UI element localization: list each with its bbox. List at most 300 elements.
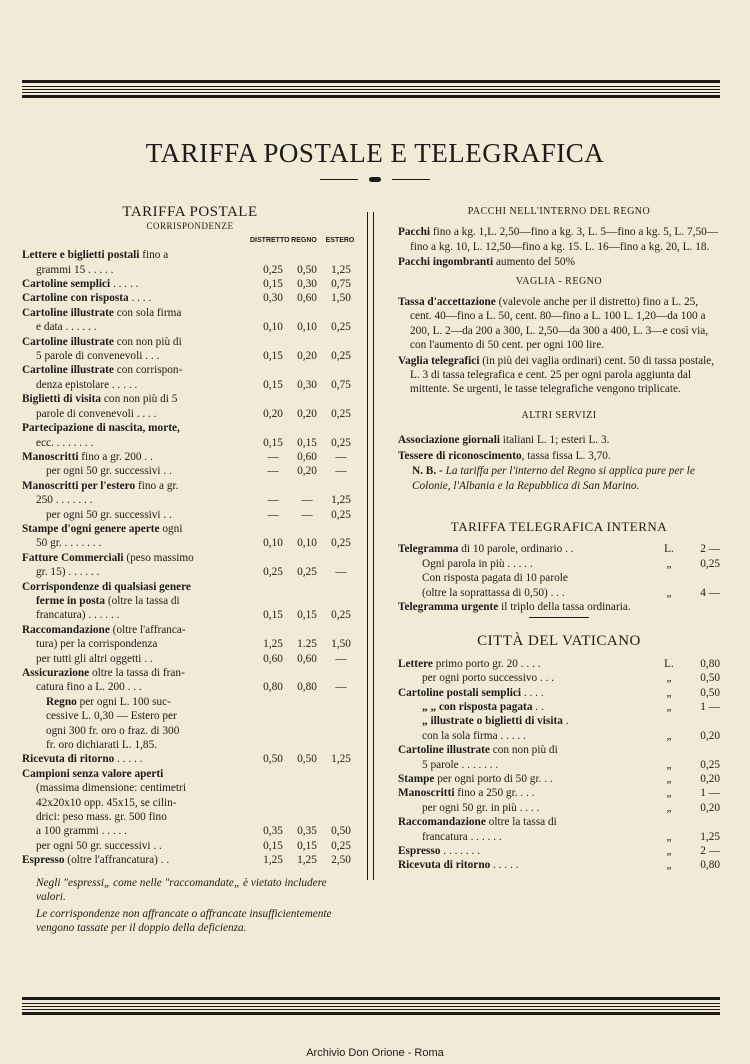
- rate-text: denza epistolare . . . . .: [36, 378, 138, 391]
- rate-text: il triplo della tassa ordinaria.: [498, 600, 631, 613]
- rate-estero: 0,25: [331, 508, 351, 521]
- rate-label: Manoscritti: [398, 787, 455, 800]
- rate-distretto: 0,80: [263, 681, 283, 694]
- rate-value: 0,80: [700, 657, 720, 670]
- rate-row: [398, 815, 720, 829]
- rate-row: [398, 844, 720, 858]
- rate-description: [22, 349, 256, 363]
- rate-description: [22, 479, 256, 493]
- rate-estero: 0,50: [331, 825, 351, 838]
- rate-currency: „: [666, 686, 672, 699]
- rate-row: [398, 743, 720, 757]
- rate-description: [22, 263, 256, 277]
- rate-text: e data . . . . . .: [36, 321, 97, 334]
- rate-text: a 100 grammi . . . . .: [36, 825, 127, 838]
- rate-description: [22, 580, 256, 594]
- note-insufficient-postage: Le corrispondenze non affrancate o affrancate insufficientemente vengono tassate per il doppio della deficienza.: [36, 907, 332, 934]
- rate-text: (oltre la tassa di: [105, 594, 180, 607]
- rate-text: con corrispon-: [113, 364, 183, 377]
- rate-row: [22, 796, 358, 810]
- rate-description: [398, 729, 658, 743]
- rate-currency: „: [666, 830, 672, 843]
- rate-estero: 1,25: [331, 753, 351, 766]
- rate-description: [398, 844, 658, 858]
- rate-text: primo porto gr. 20 . . . .: [432, 657, 541, 670]
- rate-description: [22, 796, 256, 810]
- rate-estero: —: [335, 465, 347, 478]
- rate-value: 0,20: [700, 729, 720, 742]
- rate-row: [22, 363, 358, 377]
- pacchi-paragraph: Pacchi fino a kg. 1,L. 2,50—fino a kg. 3, L. 5—fino a kg. 5, L. 7,50—fino a kg. 10, L. 12,50—fino a kg. 15. L. 16—fino a kg. 20, L. 18.: [398, 226, 719, 253]
- rate-estero: 0,25: [331, 321, 351, 334]
- rate-regno: 0,60: [297, 292, 317, 305]
- rate-text: Ogni parola in più . . . . .: [422, 557, 533, 570]
- rate-row: [398, 657, 720, 671]
- rate-currency: „: [666, 801, 672, 814]
- rate-distretto: 0,15: [263, 378, 283, 391]
- rate-value: 1 —: [700, 700, 720, 713]
- rate-description: [398, 671, 658, 685]
- vaglia-tassa-paragraph: Tassa d'accettazione (valevole anche per il distretto) fino a L. 25, cent. 40—fino a L. 50, cent. 80—fino a L. 100 L. 1,20—da 100 a 200, L. 2—da 200 a 300, L. 2,50—da 300 a 400, L. 3—e così via, con l'aumento di 50 cent. per ogni 100 lire.: [398, 296, 709, 352]
- rate-text: . . . . .: [110, 278, 139, 291]
- rate-text: per ogni 50 gr. in più . . . .: [422, 801, 540, 814]
- rate-distretto: —: [267, 450, 279, 463]
- rate-label: Lettere: [398, 657, 433, 670]
- rate-estero: —: [335, 652, 347, 665]
- rate-description: [22, 810, 256, 824]
- rate-row: [22, 853, 358, 867]
- rate-text: per ogni 50 gr. successivi . .: [46, 465, 172, 478]
- rate-description: [22, 724, 256, 738]
- rate-description: [22, 637, 256, 651]
- rate-regno: 0,20: [297, 350, 317, 363]
- telegraph-rates-table: [398, 542, 720, 614]
- rate-row: [22, 738, 358, 752]
- rate-row: [22, 709, 358, 723]
- rate-text: (peso massimo: [123, 551, 194, 564]
- rate-text: drici: peso mass. gr. 500 fino: [36, 811, 167, 824]
- archive-footer: Archivio Don Orione - Roma: [306, 1047, 444, 1059]
- rate-value: 0,20: [700, 801, 720, 814]
- rate-description: [398, 542, 658, 556]
- rate-regno: 0,80: [297, 681, 317, 694]
- rate-row: [22, 810, 358, 824]
- rate-row: [22, 522, 358, 536]
- rate-row: [398, 700, 720, 714]
- rate-row: [22, 320, 358, 334]
- rate-value: 0,25: [700, 557, 720, 570]
- rate-text: 250 . . . . . . .: [36, 494, 93, 507]
- rate-text: con la sola firma . . . . .: [422, 729, 526, 742]
- rate-row: [22, 724, 358, 738]
- rate-row: [398, 830, 720, 844]
- postal-rates-table: [22, 248, 358, 867]
- rate-label: Corrispondenze di qualsiasi genere: [22, 580, 191, 593]
- column-headers: [22, 234, 358, 248]
- rate-text: per ogni 50 gr. successivi . .: [46, 508, 172, 521]
- vaglia-title: VAGLIA - REGNO: [515, 275, 603, 287]
- rate-distretto: —: [267, 508, 279, 521]
- rate-regno: —: [301, 508, 313, 521]
- rate-text: con sola firma: [113, 306, 182, 319]
- column-divider: [367, 212, 374, 880]
- rate-description: [22, 853, 256, 867]
- rate-label: Ricevuta di ritorno: [398, 859, 491, 872]
- rate-description: [22, 565, 256, 579]
- correspondence-subtitle: CORRISPONDENZE: [146, 221, 234, 232]
- rate-label: Cartoline illustrate: [22, 335, 114, 348]
- rate-row: [22, 421, 358, 435]
- rate-row: [22, 291, 358, 305]
- header-distretto: DISTRETTO: [250, 236, 290, 244]
- page-title: TARIFFA POSTALE E TELEGRAFICA: [145, 138, 605, 168]
- rate-description: [22, 450, 256, 464]
- rate-distretto: 0,15: [263, 436, 283, 449]
- rate-estero: 1,50: [331, 292, 351, 305]
- rate-row: [22, 407, 358, 421]
- rate-distretto: 0,15: [263, 350, 283, 363]
- rate-value: 2 —: [700, 543, 720, 556]
- rate-label: Stampe d'ogni genere aperte: [22, 522, 160, 535]
- rate-description: [22, 752, 256, 766]
- rate-regno: 0,30: [297, 378, 317, 391]
- rate-row: [22, 493, 358, 507]
- rate-estero: 1,50: [331, 638, 351, 651]
- rate-regno: 0,30: [297, 278, 317, 291]
- rate-regno: —: [301, 494, 313, 507]
- rate-row: [22, 508, 358, 522]
- rate-description: [398, 557, 658, 571]
- vatican-rates-table: [398, 657, 720, 873]
- rate-value: 4 —: [700, 586, 720, 599]
- rate-description: [398, 700, 658, 714]
- rate-row: [22, 436, 358, 450]
- rate-description: [22, 594, 256, 608]
- rate-text: . .: [532, 700, 544, 713]
- rate-label: Partecipazione di nascita, morte,: [22, 422, 180, 435]
- rate-distretto: 0,35: [263, 825, 283, 838]
- rate-row: [22, 608, 358, 622]
- rate-text: con non più di: [489, 744, 558, 757]
- rate-row: [22, 277, 358, 291]
- rate-label: Regno: [46, 695, 77, 708]
- rate-distretto: 0,25: [263, 263, 283, 276]
- rate-label: Telegramma urgente: [398, 600, 499, 613]
- rate-description: [22, 335, 256, 349]
- rate-label: ferme in posta: [36, 594, 106, 607]
- rate-description: [22, 392, 256, 406]
- rate-row: [398, 571, 720, 585]
- rate-row: [22, 752, 358, 766]
- rate-estero: 0,75: [331, 378, 351, 391]
- rate-row: [22, 824, 358, 838]
- rate-label: „ „ con risposta pagata: [422, 700, 533, 713]
- rate-description: [398, 758, 658, 772]
- rate-text: francatura) . . . . . .: [36, 609, 120, 622]
- rate-description: [22, 551, 256, 565]
- rate-distretto: —: [267, 465, 279, 478]
- rate-description: [22, 320, 256, 334]
- rate-distretto: 1,25: [263, 638, 283, 651]
- rate-label: Biglietti di visita: [22, 393, 102, 406]
- rate-text: . . . .: [521, 686, 544, 699]
- rate-estero: —: [335, 681, 347, 694]
- rate-text: Con risposta pagata di 10 parole: [422, 572, 568, 585]
- rate-row: [398, 557, 720, 571]
- rate-text: . . . . . . .: [440, 845, 481, 858]
- rate-row: [398, 586, 720, 600]
- top-rules: [22, 80, 720, 101]
- rate-currency: „: [666, 773, 672, 785]
- rate-regno: 0,20: [297, 465, 317, 478]
- rate-text: per ogni L. 100 suc-: [76, 695, 171, 708]
- rate-description: [398, 686, 658, 700]
- rate-description: [398, 786, 658, 800]
- rate-text: fino a 250 gr. . . .: [454, 787, 535, 800]
- rate-text: . . . . .: [490, 859, 519, 872]
- rate-text: 5 parole di convenevoli . . .: [36, 350, 160, 363]
- rate-row: [398, 671, 720, 685]
- rate-currency: „: [666, 758, 672, 771]
- rate-row: [398, 729, 720, 743]
- rate-description: [398, 600, 658, 614]
- rate-distretto: 0,30: [263, 292, 283, 305]
- rate-description: [22, 306, 256, 320]
- rate-label: Assicurazione: [22, 667, 90, 679]
- rate-row: [22, 536, 358, 550]
- rate-currency: „: [666, 672, 672, 685]
- rate-currency: L.: [664, 657, 674, 670]
- rate-row: [22, 450, 358, 464]
- rate-description: [22, 767, 256, 781]
- rate-text: con non più di 5: [101, 393, 178, 406]
- rate-label: Telegramma: [398, 543, 459, 556]
- rate-label: Manoscritti per l'estero: [22, 479, 136, 492]
- rate-row: [22, 306, 358, 320]
- pacchi-title: PACCHI NELL'INTERNO DEL REGNO: [467, 206, 651, 217]
- rate-row: [22, 335, 358, 349]
- rate-label: Campioni senza valore aperti: [22, 767, 164, 780]
- rate-row: [22, 580, 358, 594]
- rate-regno: 0,10: [297, 321, 317, 334]
- rate-row: [22, 623, 358, 637]
- rate-description: [22, 464, 256, 478]
- rate-estero: 1,25: [331, 494, 351, 507]
- rate-description: [22, 824, 256, 838]
- rate-regno: 0,60: [297, 450, 317, 463]
- rate-distretto: 0,10: [263, 321, 283, 334]
- note-espressi: Negli "espressi„ come nelle "raccomandate„ è vietato includere valori.: [36, 876, 327, 904]
- rate-value: 0,80: [700, 859, 720, 872]
- rate-distretto: 0,15: [263, 278, 283, 291]
- rate-description: [22, 652, 256, 666]
- rate-row: [22, 680, 358, 694]
- rate-description: [398, 801, 658, 815]
- rate-regno: 0,20: [297, 407, 317, 420]
- rate-description: [22, 291, 256, 305]
- pacchi-ingombranti-paragraph: Pacchi ingombranti aumento del 50%: [398, 256, 575, 269]
- rate-description: [22, 493, 256, 507]
- rate-label: Lettere e biglietti postali: [22, 249, 140, 262]
- separator: [529, 617, 589, 618]
- rate-text: per ogni porto di 50 gr. . .: [434, 773, 553, 785]
- rate-estero: 0,25: [331, 537, 351, 550]
- rate-currency: „: [666, 859, 672, 872]
- tessere-paragraph: Tessere di riconoscimento, tassa fissa L. 3,70.: [398, 449, 611, 462]
- rate-text: oltre la tassa di: [485, 816, 557, 829]
- vaglia-telegrafici-paragraph: Vaglia telegrafici (in più dei vaglia ordinari) cent. 50 di tassa postale, L. 3 di tassa telegrafica e cent. 25 per ogni parola aggiunta dal mittente. Se urgenti, le tasse telegrafiche vengono triplicate.: [398, 354, 715, 396]
- rate-distretto: 1,25: [263, 854, 283, 867]
- rate-regno: 0,50: [297, 753, 317, 766]
- rate-text: per tutti gli altri oggetti . .: [36, 652, 153, 665]
- rate-estero: —: [335, 450, 347, 463]
- rate-description: [22, 536, 256, 550]
- rate-regno: 0,15: [297, 839, 317, 852]
- rate-value: 0,50: [700, 686, 720, 699]
- rate-value: 1,25: [700, 830, 720, 843]
- rate-text: (oltre l'affranca-: [109, 623, 186, 636]
- rate-distretto: —: [267, 494, 279, 507]
- rate-row: [398, 542, 720, 556]
- postal-tariff-title: TARIFFA POSTALE: [122, 204, 258, 220]
- rate-text: per ogni 50 gr. successivi . .: [36, 839, 162, 852]
- rate-text: oltre la tassa di fran-: [89, 667, 185, 679]
- rate-text: fr. oro dichiarati L. 1,85.: [46, 739, 158, 752]
- rate-currency: „: [666, 787, 672, 800]
- rate-value: 0,25: [700, 758, 720, 771]
- rate-text: 42x20x10 opp. 45x15, se cilin-: [36, 796, 177, 809]
- rate-description: [398, 772, 658, 786]
- rate-row: [22, 378, 358, 392]
- rate-description: [398, 586, 658, 600]
- rate-label: Cartoline illustrate: [22, 364, 114, 377]
- header-regno: REGNO: [291, 236, 317, 244]
- rate-distretto: 0,60: [263, 652, 283, 665]
- rate-description: [398, 714, 658, 728]
- rate-text: (oltre la soprattassa di 0,50) . . .: [422, 586, 565, 599]
- vaticano-title: CITTÀ DEL VATICANO: [477, 633, 641, 650]
- rate-row: [22, 666, 358, 680]
- rate-row: [398, 758, 720, 772]
- rate-row: [22, 479, 358, 493]
- rate-distretto: 0,50: [263, 753, 283, 766]
- rate-distretto: 0,15: [263, 609, 283, 622]
- rate-regno: 0,10: [297, 537, 317, 550]
- rate-description: [22, 738, 256, 752]
- rate-label: „ illustrate o biglietti di visita: [422, 715, 563, 728]
- altri-servizi-title: ALTRI SERVIZI: [521, 409, 597, 421]
- rate-label: Espresso: [22, 854, 65, 867]
- rate-regno: 0,15: [297, 609, 317, 622]
- rate-description: [22, 277, 256, 291]
- rate-description: [398, 815, 658, 829]
- rate-text: (oltre l'affrancatura) . .: [64, 854, 170, 867]
- rate-row: [22, 767, 358, 781]
- rate-label: Raccomandazione: [22, 623, 110, 636]
- rate-label: Cartoline con risposta: [22, 292, 129, 305]
- rate-description: [398, 743, 658, 757]
- rate-estero: 0,75: [331, 278, 351, 291]
- rate-value: 2 —: [700, 845, 720, 858]
- rate-distretto: 0,20: [263, 407, 283, 420]
- rate-row: [22, 594, 358, 608]
- rate-value: 0,50: [700, 672, 720, 685]
- rate-estero: 0,25: [331, 350, 351, 363]
- rate-description: [22, 378, 256, 392]
- rate-label: Ricevuta di ritorno: [22, 753, 115, 766]
- rate-row: [398, 714, 720, 728]
- rate-label: Cartoline illustrate: [398, 744, 490, 757]
- rate-text: gr. 15) . . . . . .: [36, 566, 100, 579]
- rate-label: Raccomandazione: [398, 816, 486, 829]
- rate-description: [22, 407, 256, 421]
- rate-estero: 0,25: [331, 839, 351, 852]
- rate-text: di 10 parole, ordinario . .: [458, 543, 574, 556]
- rate-description: [22, 695, 256, 709]
- rate-currency: „: [666, 586, 672, 599]
- rate-text: .: [562, 715, 569, 728]
- rate-description: [22, 680, 256, 694]
- rate-description: [22, 781, 256, 795]
- rate-description: [22, 709, 256, 723]
- rate-distretto: 0,10: [263, 537, 283, 550]
- header-estero: ESTERO: [325, 236, 355, 244]
- rate-text: fino a gr. 200 . .: [78, 450, 153, 463]
- rate-row: [398, 686, 720, 700]
- right-column: [398, 205, 720, 873]
- rate-regno: 1,25: [297, 854, 317, 867]
- rate-estero: 2,50: [331, 854, 351, 867]
- rate-label: Cartoline postali semplici: [398, 686, 522, 699]
- rate-estero: 0,25: [331, 407, 351, 420]
- rate-row: [22, 464, 358, 478]
- rate-distretto: 0,15: [263, 839, 283, 852]
- rate-description: [22, 508, 256, 522]
- rate-distretto: 0,25: [263, 566, 283, 579]
- rate-regno: 0,25: [297, 566, 317, 579]
- rate-row: [22, 652, 358, 666]
- rate-row: [398, 858, 720, 872]
- rate-text: cessive L. 0,30 — Estero per: [46, 710, 177, 723]
- rate-text: fino a gr.: [135, 479, 179, 492]
- rate-text: ecc. . . . . . . .: [36, 436, 94, 449]
- rate-regno: 0,50: [297, 263, 317, 276]
- rate-description: [22, 666, 256, 680]
- rate-description: [22, 363, 256, 377]
- rate-row: [22, 392, 358, 406]
- rate-row: [22, 551, 358, 565]
- rate-estero: —: [335, 566, 347, 579]
- rate-text: ogni: [159, 522, 183, 535]
- rate-estero: 0,25: [331, 436, 351, 449]
- rate-row: [398, 786, 720, 800]
- rate-row: [398, 801, 720, 815]
- title-ornament: [320, 176, 430, 184]
- rate-estero: 0,25: [331, 609, 351, 622]
- rate-label: Cartoline illustrate: [22, 306, 114, 319]
- rate-value: 1 —: [700, 787, 720, 800]
- rate-row: [22, 248, 358, 262]
- rate-label: Stampe: [398, 773, 435, 785]
- nota-bene: N. B. - La tariffa per l'interno del Regno si applica pure per le Colonie, l'Albania e la Repubblica di San Marino.: [412, 465, 695, 492]
- rate-currency: „: [666, 729, 672, 742]
- rate-text: francatura . . . . . .: [422, 830, 502, 843]
- rate-text: . . . .: [128, 292, 152, 305]
- rate-description: [22, 436, 256, 450]
- rate-row: [22, 637, 358, 651]
- rate-currency: „: [666, 845, 672, 858]
- rate-row: [22, 349, 358, 363]
